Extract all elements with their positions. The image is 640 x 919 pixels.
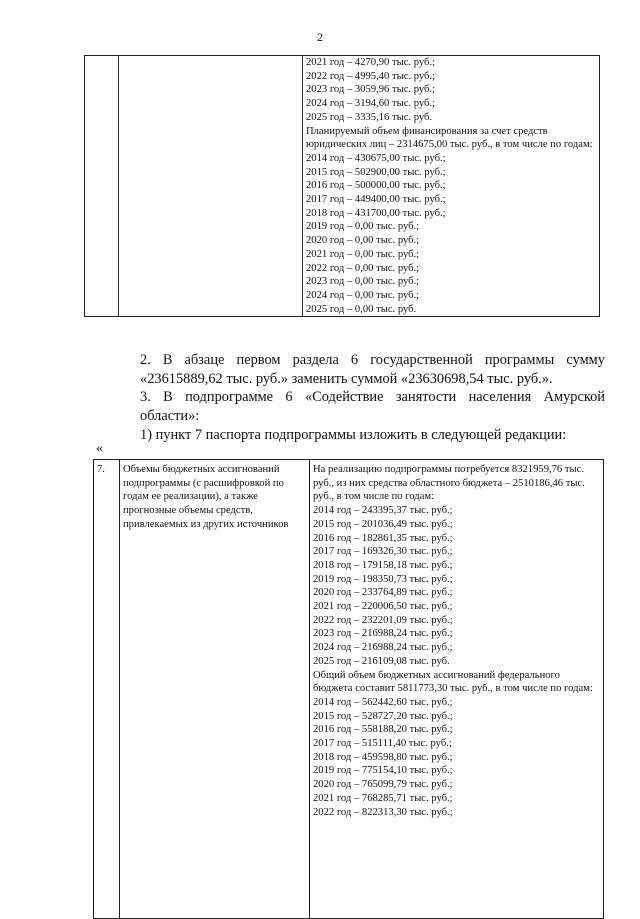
- list-item: 2023 год – 0,00 тыс. руб.;: [306, 276, 420, 288]
- table-row: [94, 460, 604, 919]
- list-item: 2025 год – 0,00 тыс. руб.: [306, 303, 417, 315]
- list-item: 2016 год – 558188,20 тыс. руб.;: [313, 724, 453, 736]
- paragraph-subitem-1: 1) пункт 7 паспорта подпрограммы изложить в следующей редакции:: [140, 427, 567, 443]
- list-item: На реализацию подпрограммы потребуется 8321959,76 тыс. руб., из них средства областного бюджета – 2510186,46 тыс. руб., в том числе по годам:: [313, 464, 585, 503]
- page-number: 2: [317, 30, 323, 44]
- list-item: 2021 год – 220006,50 тыс. руб.;: [313, 601, 453, 613]
- subprogram-passport-table: [93, 459, 604, 919]
- list-item: 2017 год – 169326,30 тыс. руб.;: [313, 546, 453, 558]
- table-cell-number: [85, 56, 119, 317]
- table-row: [85, 56, 600, 317]
- list-item: 2014 год – 243395,37 тыс. руб.;: [313, 505, 453, 517]
- paragraph-text: 3. В подпрограмме 6 «Содействие занятости населения Амурской области»:: [140, 389, 605, 424]
- list-item: 2019 год – 775154,10 тыс. руб.;: [313, 765, 453, 777]
- list-item: 2024 год – 216988,24 тыс. руб.;: [313, 642, 453, 654]
- table-cell-content: [303, 56, 600, 317]
- list-item: 2014 год – 430675,00 тыс. руб.;: [306, 152, 446, 164]
- list-item: 2015 год – 201036,49 тыс. руб.;: [313, 518, 453, 530]
- list-item: 2025 год – 216109,08 тыс. руб.: [313, 655, 450, 667]
- table-cell-content: [310, 460, 604, 919]
- paragraph-amendment-2: [95, 351, 605, 388]
- list-item: 2018 год – 431700,00 тыс. руб.;: [306, 207, 446, 219]
- list-item: 2015 год – 528727,20 тыс. руб.;: [313, 710, 453, 722]
- table-cell-label: [119, 56, 303, 317]
- table-cell-number: 7.: [94, 460, 120, 919]
- list-item: 2019 год – 0,00 тыс. руб.;: [306, 221, 420, 233]
- list-item: 2022 год – 232201,09 тыс. руб.;: [313, 614, 453, 626]
- list-item: 2022 год – 4995,40 тыс. руб.;: [306, 70, 436, 82]
- paragraph-text: 2. В абзаце первом раздела 6 государственной программы сумму «23615889,62 тыс. руб.» заменить суммой «23630698,54 тыс. руб.».: [140, 352, 605, 387]
- list-item: 2019 год – 198350,73 тыс. руб.;: [313, 573, 453, 585]
- list-item: 2018 год – 179158,18 тыс. руб.;: [313, 559, 453, 571]
- list-item: 2022 год – 0,00 тыс. руб.;: [306, 262, 420, 274]
- list-item: 2021 год – 0,00 тыс. руб.;: [306, 248, 420, 260]
- list-item: 2017 год – 515111,40 тыс. руб.;: [313, 738, 452, 750]
- list-item: 2024 год – 0,00 тыс. руб.;: [306, 289, 420, 301]
- list-item: 2014 год – 562442,60 тыс. руб.;: [313, 696, 453, 708]
- list-item: 2016 год – 500000,00 тыс. руб.;: [306, 180, 446, 192]
- financing-table-continued: [84, 55, 600, 317]
- list-item: Планируемый объем финансирования за счет средств юридических лиц – 2314675,00 тыс. руб., в том числе по годам:: [306, 125, 593, 151]
- list-item: 2017 год – 449400,00 тыс. руб.;: [306, 194, 446, 206]
- list-item: 2016 год – 182861,35 тыс. руб.;: [313, 532, 453, 544]
- list-item: 2020 год – 0,00 тыс. руб.;: [306, 235, 420, 247]
- opening-quote: «: [96, 441, 103, 456]
- list-item: 2020 год – 765099,79 тыс. руб.;: [313, 779, 453, 791]
- list-item: Общий объем бюджетных ассигнований федерального бюджета составит 5811773,30 тыс. руб., в том числе по годам:: [313, 669, 593, 695]
- list-item: 2024 год – 3194,60 тыс. руб.;: [306, 98, 436, 110]
- list-item: 2020 год – 233764,89 тыс. руб.;: [313, 587, 453, 599]
- list-item: 2021 год – 768285,71 тыс. руб.;: [313, 792, 453, 804]
- list-item: 2015 год – 502900,00 тыс. руб.;: [306, 166, 446, 178]
- list-item: 2021 год – 4270,90 тыс. руб.;: [306, 57, 436, 68]
- table-cell-label: Объемы бюджетных ассигнований подпрограммы (с расшифровкой по годам ее реализации), а также прогнозные объемы средств, привлекаемых из других источников: [120, 460, 310, 919]
- paragraph-amendment-3: [95, 388, 605, 425]
- list-item: 2022 год – 822313,30 тыс. руб.;: [313, 806, 453, 818]
- list-item: 2023 год – 3059,96 тыс. руб.;: [306, 84, 436, 96]
- list-item: 2018 год – 459598,80 тыс. руб.;: [313, 751, 453, 763]
- list-item: 2025 год – 3335,16 тыс. руб.: [306, 111, 433, 123]
- list-item: 2023 год – 216988,24 тыс. руб.;: [313, 628, 453, 640]
